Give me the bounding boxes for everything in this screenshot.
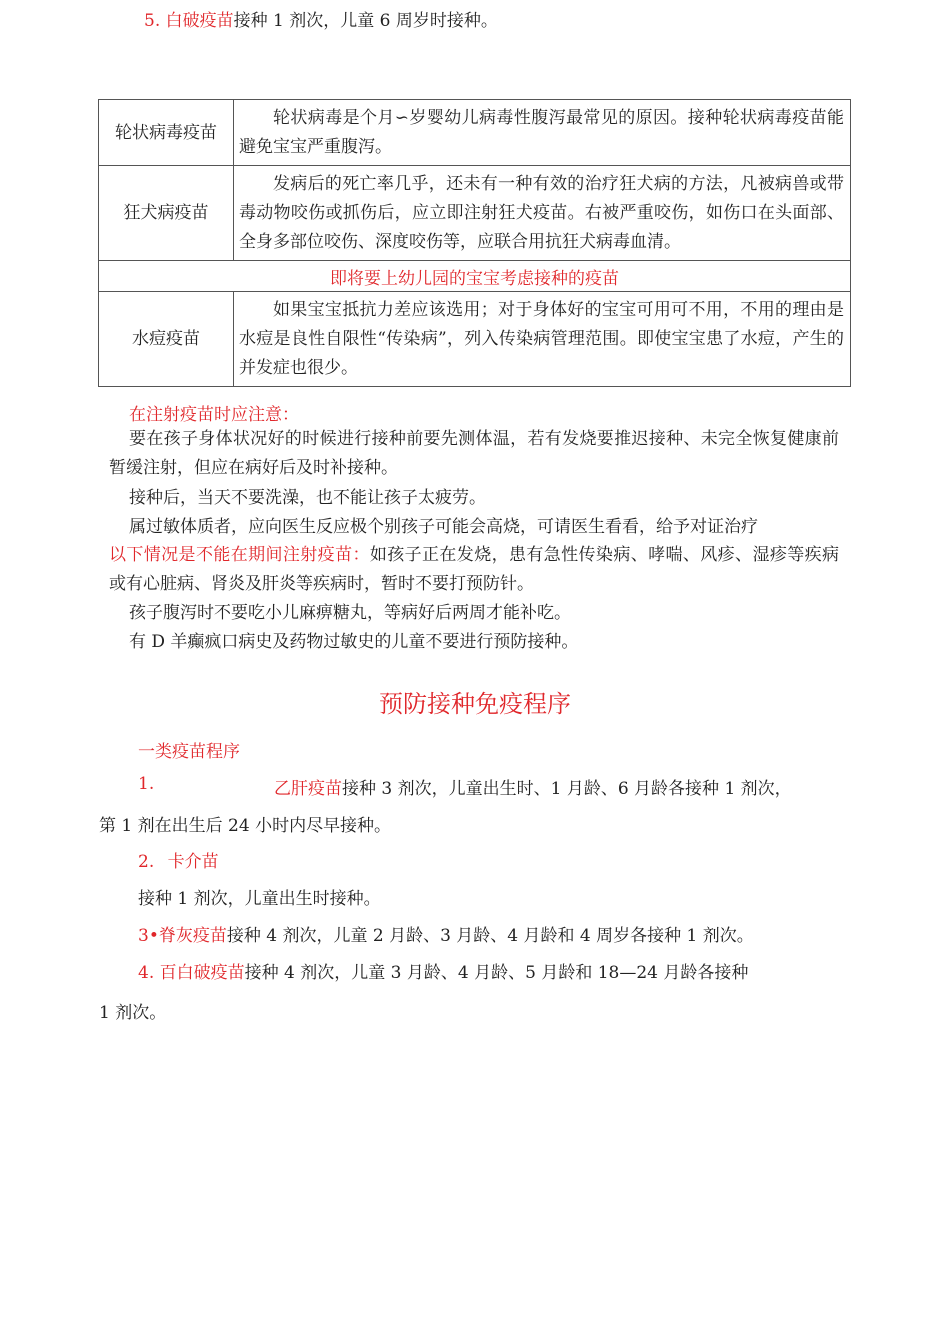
notes-heading: 在注射疫苗时应注意：	[129, 405, 299, 425]
notes-paragraph-4	[109, 541, 839, 599]
table-cell-description: 如果宝宝抵抗力差应该选用；对于身体好的宝宝可用可不用，不用的理由是水痘是良性自限性“传染病”，列入传染病管理范围。即使宝宝患了水痘，产生的并发症也很少。	[234, 292, 851, 387]
section-title: 预防接种免疫程序	[379, 690, 571, 718]
item-3-text: 接种 4 剂次，儿童 2 月龄、3 月龄、4 月龄和 4 周岁各接种 1 剂次。	[226, 926, 754, 946]
table-cell-description: 发病后的死亡率几乎，还未有一种有效的治疗狂犬病的方法，凡被病兽或带毒动物咬伤或抓伤后，应立即注射狂犬疫苗。右被严重咬伤，如伤口在头面部、全身多部位咬伤、深度咬伤等，应联合用抗狂犬病毒血清。	[234, 166, 851, 261]
notes-paragraph-6: 有 D 羊癫疯口病史及药物过敏史的儿童不要进行预防接种。	[129, 632, 579, 652]
notes-warning-text: 如孩子正在发烧，患有急性传染病、哮喘、风疹、湿疹等疾病或有心脏病、肾炎及肝炎等疾病时，暂时不要打预防针。	[109, 545, 840, 594]
item-1-text: 接种 3 剂次，儿童出生时、1 月龄、6 月龄各接种 1 剂次，	[342, 779, 792, 799]
section-subtitle: 一类疫苗程序	[138, 742, 240, 762]
table-cell-vaccine-name: 水痘疫苗	[99, 292, 234, 387]
item-3-vaccine: 脊灰疫苗	[158, 926, 227, 946]
table-cell-vaccine-name: 轮状病毒疫苗	[99, 100, 234, 166]
item-1-vaccine: 乙肝疫苗	[274, 779, 342, 799]
item-4-continuation: 1 剂次。	[99, 1003, 167, 1023]
item-3-number: 3•	[138, 926, 159, 946]
notes-warning-label: 以下情况是不能在期间注射疫苗：	[109, 545, 370, 565]
item-1-number: 1.	[138, 774, 155, 794]
item-2-number: 2.	[138, 852, 155, 872]
table-cell-vaccine-name: 狂犬病疫苗	[99, 166, 234, 261]
table-cell-description: 轮状病毒是个月∽岁婴幼儿病毒性腹泻最常见的原因。接种轮状病毒疫苗能避免宝宝严重腹泻。	[234, 100, 851, 166]
item-2-vaccine: 卡介苗	[167, 852, 219, 872]
table-section-heading: 即将要上幼儿园的宝宝考虑接种的疫苗	[99, 261, 851, 292]
item-1-continuation: 第 1 剂在出生后 24 小时内尽早接种。	[99, 816, 392, 836]
item-5-text: 接种 1 剂次，儿童 6 周岁时接种。	[233, 11, 498, 31]
item-1-line	[274, 774, 792, 799]
table-row	[99, 292, 851, 387]
vaccine-table	[98, 99, 851, 387]
item-2-text: 接种 1 剂次，儿童出生时接种。	[138, 889, 381, 909]
item-5-line	[144, 6, 498, 31]
item-5-vaccine: 白破疫苗	[165, 11, 234, 31]
item-2-line	[138, 847, 219, 872]
item-4-number: 4.	[138, 963, 155, 983]
notes-paragraph-3: 属过敏体质者，应向医生反应极个别孩子可能会高烧，可请医生看看，给予对证治疗	[129, 517, 758, 537]
notes-paragraph-5: 孩子腹泻时不要吃小儿麻痹糖丸，等病好后两周才能补吃。	[129, 603, 571, 623]
item-4-vaccine: 百白破疫苗	[159, 963, 245, 983]
table-row	[99, 166, 851, 261]
item-4-text: 接种 4 剂次，儿童 3 月龄、4 月龄、5 月龄和 18—24 月龄各接种	[244, 963, 749, 983]
notes-paragraph-1: 要在孩子身体状况好的时候进行接种前要先测体温，若有发烧要推迟接种、未完全恢复健康前暂缓注射，但应在病好后及时补接种。	[109, 429, 839, 478]
table-row	[99, 261, 851, 292]
item-3-line	[138, 921, 754, 946]
table-row	[99, 100, 851, 166]
item-5-number: 5.	[144, 11, 161, 31]
item-4-line	[138, 958, 748, 983]
notes-paragraph-2: 接种后，当天不要洗澡，也不能让孩子太疲劳。	[129, 488, 486, 508]
